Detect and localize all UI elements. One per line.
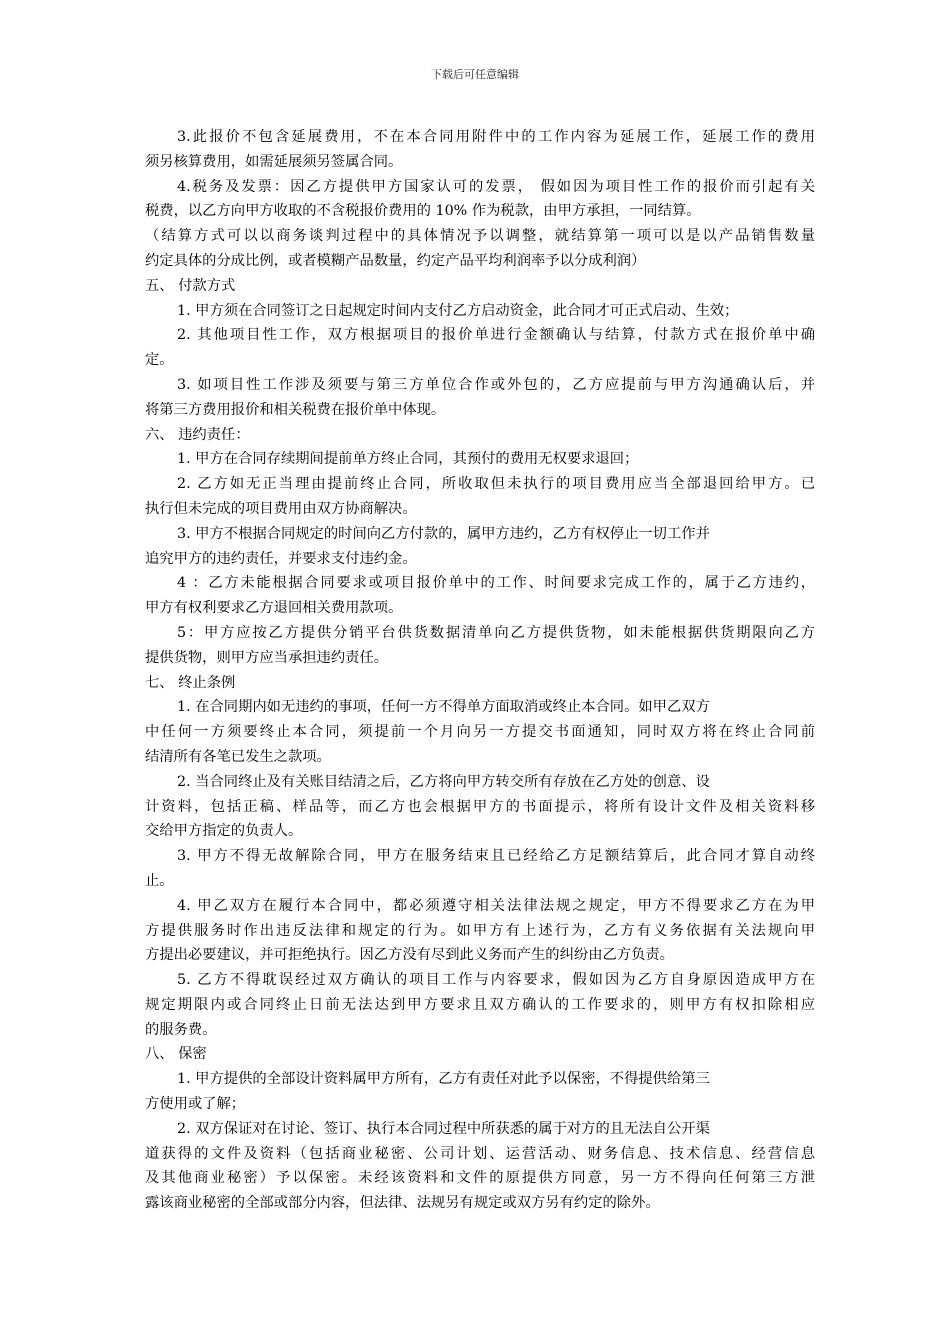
text-line: 甲方有权利要求乙方退回相关费用款项。 (145, 600, 403, 617)
text-line: 追究甲方的违约责任，并要求支付违约金。 (145, 550, 417, 567)
text-line: 1. 甲方在合同存续期间提前单方终止合同，其预付的费用无权要求退回； (177, 451, 639, 468)
text-line: 4 ：乙方未能根据合同要求或项目报价单中的工作、时间要求完成工作的，属于乙方违约， (177, 575, 815, 592)
text-line: 执行但未完成的项目费用由双方协商解决。 (145, 500, 417, 517)
text-line: 定。 (145, 352, 174, 369)
text-line: 结清所有各笔已发生之款项。 (145, 748, 331, 765)
text-line: 1. 甲方提供的全部设计资料属甲方所有，乙方有责任对此予以保密，不得提供给第三 (177, 1071, 710, 1088)
text-line: 4. 甲乙双方在履行本合同中，都必须遵守相关法律法规之规定，甲方不得要求乙方在为甲 (177, 897, 815, 914)
text-line: 须另核算费用，如需延展须另签属合同。 (145, 153, 403, 170)
text-line: 计资料，包括正稿、样品等，而乙方也会根据甲方的书面提示，将所有设计文件及相关资料移 (145, 798, 815, 815)
text-line: 方提出必要建议，并可拒绝执行。因乙方没有尽到此义务而产生的纠纷由乙方负责。 (145, 947, 674, 964)
text-line: 五、 付款方式 (145, 277, 236, 294)
text-line: 中任何一方须要终止本合同，须提前一个月向另一方提交书面通知，同时双方将在终止合同前 (145, 724, 815, 741)
text-line: 1. 在合同期内如无违约的事项，任何一方不得单方面取消或终止本合同。如甲乙双方 (177, 699, 710, 716)
text-line: 税费，以乙方向甲方收取的不含税报价费用的 10% 作为税款，由甲方承担，一同结算。 (145, 203, 701, 220)
text-line: 5. 乙方不得耽误经过双方确认的项目工作与内容要求，假如因为乙方自身原因造成甲方在 (177, 972, 815, 989)
text-line: 七、 终止条例 (145, 674, 236, 691)
text-line: 3.此报价不包含延展费用，不在本合同用附件中的工作内容为延展工作，延展工作的费用 (177, 129, 815, 145)
text-line: 2. 乙方如无正当理由提前终止合同，所收取但未执行的项目费用应当全部退回给甲方。已 (177, 476, 815, 493)
text-line: 将第三方费用报价和相关税费在报价单中体现。 (145, 401, 446, 418)
text-line: 3. 如项目性工作涉及须要与第三方单位合作或外包的，乙方应提前与甲方沟通确认后，并 (177, 376, 815, 393)
text-line: 3. 甲方不得无故解除合同，甲方在服务结束且已经给乙方足额结算后，此合同才算自动终 (177, 848, 815, 865)
page-header: 下载后可任意编辑 (431, 68, 519, 81)
text-line: 及其他商业秘密）予以保密。未经该资料和文件的原提供方同意，另一方不得向任何第三方泄 (145, 1170, 815, 1187)
text-line: 5：甲方应按乙方提供分销平台供货数据清单向乙方提供货物，如未能根据供货期限向乙方 (177, 624, 815, 641)
text-line: 提供货物，则甲方应当承担违约责任。 (145, 649, 389, 666)
text-line: 方使用或了解； (145, 1096, 246, 1113)
text-line: 约定具体的分成比例，或者模糊产品数量，约定产品平均利润率予以分成利润） (145, 252, 646, 269)
text-line: 2. 其他项目性工作，双方根据项目的报价单进行金额确认与结算，付款方式在报价单中确 (177, 327, 815, 344)
text-line: 方提供服务时作出违反法律和规定的行为。如甲方有上述行为，乙方有义务依据有关法规向甲 (145, 922, 815, 939)
document-body (145, 125, 815, 1216)
text-line: 八、 保密 (145, 1046, 207, 1063)
text-line: 露该商业秘密的全部或部分内容，但法律、法规另有规定或双方另有约定的除外。 (145, 1195, 660, 1212)
text-line: （结算方式可以以商务谈判过程中的具体情况予以调整，就结算第一项可以是以产品销售数量 (145, 228, 815, 245)
text-line: 的服务费。 (145, 1021, 217, 1038)
text-line: 2. 双方保证对在讨论、签订、执行本合同过程中所获悉的属于对方的且无法自公开渠 (177, 1120, 710, 1137)
text-line: 交给甲方指定的负责人。 (145, 823, 303, 840)
text-line: 4.税务及发票：因乙方提供甲方国家认可的发票， 假如因为项目性工作的报价而引起有关 (177, 178, 815, 195)
text-line: 3. 甲方不根据合同规定的时间向乙方付款的，属甲方违约，乙方有权停止一切工作并 (177, 525, 710, 542)
text-line: 道获得的文件及资料（包括商业秘密、公司计划、运营活动、财务信息、技术信息、经营信息 (145, 1145, 815, 1162)
text-line: 2. 当合同终止及有关账目结清之后，乙方将向甲方转交所有存放在乙方处的创意、设 (177, 773, 710, 790)
text-line: 规定期限内或合同终止日前无法达到甲方要求且双方确认的工作要求的，则甲方有权扣除相应 (145, 996, 815, 1013)
text-line: 止。 (145, 872, 174, 889)
text-line: 六、 违约责任： (145, 426, 250, 443)
text-line: 1. 甲方须在合同签订之日起规定时间内支付乙方启动资金，此合同才可正式启动、生效； (177, 302, 739, 319)
